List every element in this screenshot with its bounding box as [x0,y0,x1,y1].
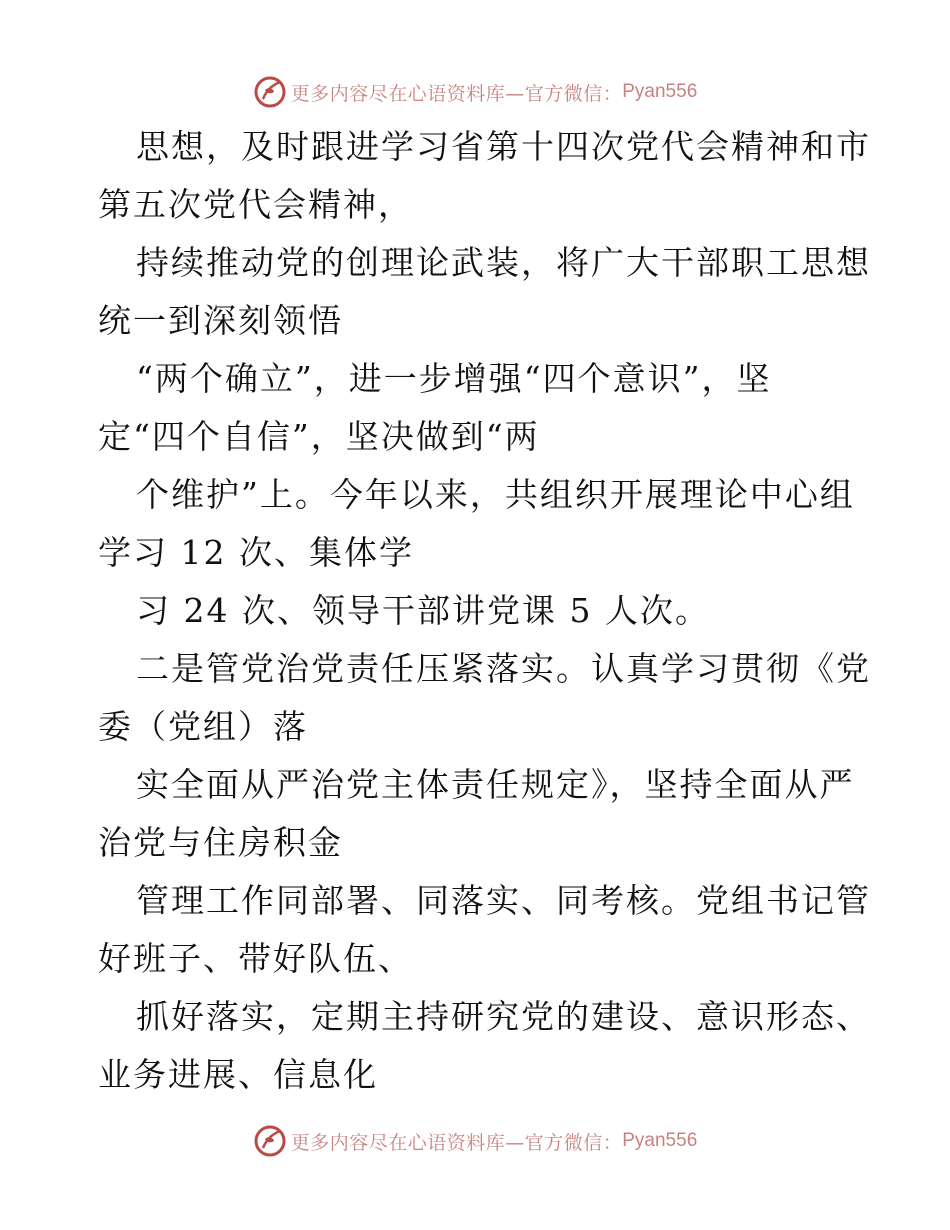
watermark-handle: Pyan556 [622,1130,698,1151]
rose-icon [253,75,287,109]
watermark-text: 更多内容尽在心语资料库—官方微信： [290,1131,623,1154]
body-line: 好班子、带好队伍、 [98,939,413,978]
body-line: “两个确立”，进一步增强“四个意识”，坚 [136,359,772,398]
body-line: 习 24 次、领导干部讲党课 5 人次。 [136,591,710,630]
body-line: 思想，及时跟进学习省第十四次党代会精神和市 [136,127,871,166]
footer-watermark [0,1121,950,1161]
body-line: 第五次党代会精神， [98,185,413,224]
watermark-text: 更多内容尽在心语资料库—官方微信： [290,82,623,105]
body-line: 管理工作同部署、同落实、同考核。党组书记管 [136,881,871,920]
body-line: 统一到深刻领悟 [98,301,343,340]
body-line: 抓好落实，定期主持研究党的建设、意识形态、 [136,997,871,1036]
watermark-handle: Pyan556 [622,81,698,102]
body-line: 业务进展、信息化 [98,1055,378,1094]
body-line: 二是管党治党责任压紧落实。认真学习贯彻《党 [136,649,871,688]
rose-icon [253,1124,287,1158]
body-line: 个维护”上。今年以来，共组织开展理论中心组 [136,475,855,514]
body-line: 治党与住房积金 [98,823,343,862]
body-line: 委（党组）落 [98,707,308,746]
body-line: 实全面从严治党主体责任规定》，坚持全面从严 [136,765,855,804]
header-watermark [0,72,950,112]
body-line: 学习 12 次、集体学 [98,533,414,572]
body-line: 定“四个自信”，坚决做到“两 [98,417,540,456]
body-line: 持续推动党的创理论武装，将广大干部职工思想 [136,243,871,282]
